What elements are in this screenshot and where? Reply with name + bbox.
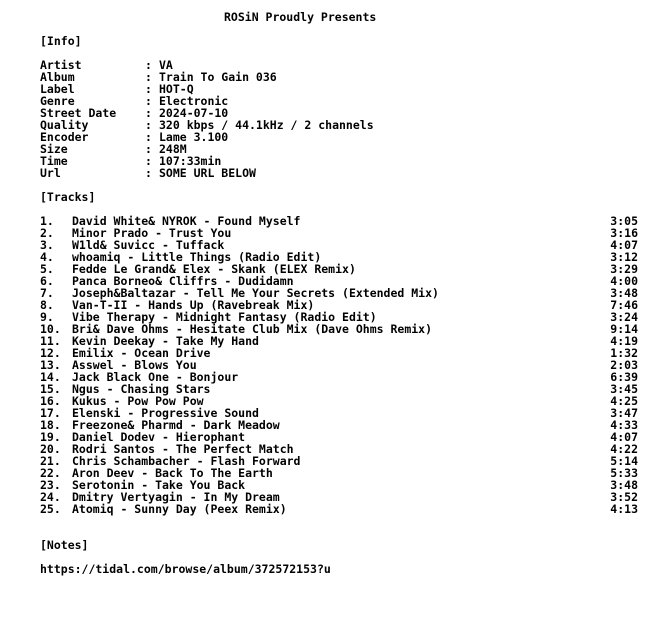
track-number: 20. xyxy=(40,442,61,456)
track-title: Elenski - Progressive Sound xyxy=(72,406,259,420)
track-duration: 4:25 xyxy=(610,394,638,408)
info-key: Street Date xyxy=(40,106,117,120)
track-number: 5. xyxy=(40,262,54,276)
info-value: Train To Gain 036 xyxy=(159,70,277,84)
track-title: whoamiq - Little Things (Radio Edit) xyxy=(72,250,322,264)
track-duration: 4:19 xyxy=(610,334,638,348)
info-value: 320 kbps / 44.1kHz / 2 channels xyxy=(159,118,374,132)
track-duration: 4:22 xyxy=(610,442,638,456)
track-title: Chris Schambacher - Flash Forward xyxy=(72,454,301,468)
track-number: 2. xyxy=(40,226,54,240)
track-duration: 4:07 xyxy=(610,430,638,444)
track-title: Serotonin - Take You Back xyxy=(72,478,246,492)
track-title: Rodri Santos - The Perfect Match xyxy=(72,442,294,456)
track-number: 21. xyxy=(40,454,61,468)
track-duration: 3:05 xyxy=(610,214,638,228)
track-number: 7. xyxy=(40,286,54,300)
release-title: ROSiN Proudly Presents xyxy=(224,10,377,24)
track-title: Asswel - Blows You xyxy=(72,358,197,372)
track-number: 10. xyxy=(40,322,61,336)
track-title: Emilix - Ocean Drive xyxy=(72,346,211,360)
track-title: Jack Black One - Bonjour xyxy=(72,370,239,384)
track-duration: 3:24 xyxy=(610,310,638,324)
track-duration: 3:16 xyxy=(610,226,638,240)
track-number: 23. xyxy=(40,478,61,492)
track-duration: 3:45 xyxy=(610,382,638,396)
track-number: 13. xyxy=(40,358,61,372)
track-number: 19. xyxy=(40,430,61,444)
track-duration: 4:07 xyxy=(610,238,638,252)
info-key: Label xyxy=(40,82,75,96)
info-key: Genre xyxy=(40,94,75,108)
track-title: Fedde Le Grand& Elex - Skank (ELEX Remix) xyxy=(72,262,356,276)
track-title: W1ld& Suvicc - Tuffack xyxy=(72,238,225,252)
notes-heading: [Notes] xyxy=(40,538,89,552)
notes-url: https://tidal.com/browse/album/372572153?u xyxy=(40,562,331,576)
info-separator: : xyxy=(145,118,152,132)
track-duration: 3:12 xyxy=(610,250,638,264)
info-value: Lame 3.100 xyxy=(159,130,229,144)
track-title: Bri& Dave Ohms - Hesitate Club Mix (Dave Ohms Remix) xyxy=(72,322,433,336)
track-number: 17. xyxy=(40,406,61,420)
track-number: 11. xyxy=(40,334,61,348)
track-title: Dmitry Vertyagin - In My Dream xyxy=(72,490,280,504)
track-duration: 5:14 xyxy=(610,454,638,468)
info-separator: : xyxy=(145,166,152,180)
track-duration: 7:46 xyxy=(610,298,638,312)
track-title: Daniel Dodev - Hierophant xyxy=(72,430,246,444)
track-duration: 9:14 xyxy=(610,322,638,336)
track-title: David White& NYROK - Found Myself xyxy=(72,214,301,228)
info-value: 107:33min xyxy=(159,154,222,168)
info-separator: : xyxy=(145,70,152,84)
track-title: Kevin Deekay - Take My Hand xyxy=(72,334,259,348)
info-separator: : xyxy=(145,58,152,72)
info-key: Encoder xyxy=(40,130,89,144)
track-duration: 2:03 xyxy=(610,358,638,372)
track-number: 16. xyxy=(40,394,61,408)
track-title: Kukus - Pow Pow Pow xyxy=(72,394,204,408)
track-title: Ngus - Chasing Stars xyxy=(72,382,211,396)
track-number: 9. xyxy=(40,310,54,324)
track-duration: 5:33 xyxy=(610,466,638,480)
info-separator: : xyxy=(145,130,152,144)
track-number: 12. xyxy=(40,346,61,360)
info-value: 248M xyxy=(159,142,187,156)
info-key: Album xyxy=(40,70,75,84)
info-heading: [Info] xyxy=(40,34,82,48)
track-duration: 4:00 xyxy=(610,274,638,288)
track-title: Panca Borneo& Cliffrs - Dudidamn xyxy=(72,274,294,288)
track-number: 4. xyxy=(40,250,54,264)
info-key: Url xyxy=(40,166,61,180)
info-value: 2024-07-10 xyxy=(159,106,229,120)
info-separator: : xyxy=(145,142,152,156)
track-title: Aron Deev - Back To The Earth xyxy=(72,466,273,480)
track-title: Van-T-II - Hands Up (Ravebreak Mix) xyxy=(72,298,315,312)
track-number: 1. xyxy=(40,214,54,228)
info-value: HOT-Q xyxy=(159,82,194,96)
track-duration: 3:29 xyxy=(610,262,638,276)
track-number: 6. xyxy=(40,274,54,288)
info-key: Time xyxy=(40,154,68,168)
track-number: 14. xyxy=(40,370,61,384)
track-number: 8. xyxy=(40,298,54,312)
info-separator: : xyxy=(145,82,152,96)
track-title: Joseph&Baltazar - Tell Me Your Secrets (Extended Mix) xyxy=(72,286,439,300)
info-key: Quality xyxy=(40,118,89,132)
track-duration: 3:48 xyxy=(610,478,638,492)
track-title: Atomiq - Sunny Day (Peex Remix) xyxy=(72,502,287,516)
track-duration: 3:47 xyxy=(610,406,638,420)
track-title: Minor Prado - Trust You xyxy=(72,226,232,240)
info-value: Electronic xyxy=(159,94,229,108)
track-number: 3. xyxy=(40,238,54,252)
track-title: Freezone& Pharmd - Dark Meadow xyxy=(72,418,280,432)
info-separator: : xyxy=(145,154,152,168)
info-key: Size xyxy=(40,142,68,156)
track-duration: 3:48 xyxy=(610,286,638,300)
track-number: 25. xyxy=(40,502,61,516)
track-number: 18. xyxy=(40,418,61,432)
track-duration: 4:33 xyxy=(610,418,638,432)
track-title: Vibe Therapy - Midnight Fantasy (Radio Edit) xyxy=(72,310,377,324)
track-duration: 3:52 xyxy=(610,490,638,504)
track-number: 15. xyxy=(40,382,61,396)
track-duration: 1:32 xyxy=(610,346,638,360)
info-separator: : xyxy=(145,94,152,108)
track-number: 24. xyxy=(40,490,61,504)
info-value: SOME URL BELOW xyxy=(159,166,256,180)
track-number: 22. xyxy=(40,466,61,480)
info-separator: : xyxy=(145,106,152,120)
info-value: VA xyxy=(159,58,173,72)
track-duration: 6:39 xyxy=(610,370,638,384)
track-duration: 4:13 xyxy=(610,502,638,516)
track-row xyxy=(40,503,638,515)
info-key: Artist xyxy=(40,58,82,72)
tracks-heading: [Tracks] xyxy=(40,190,96,204)
